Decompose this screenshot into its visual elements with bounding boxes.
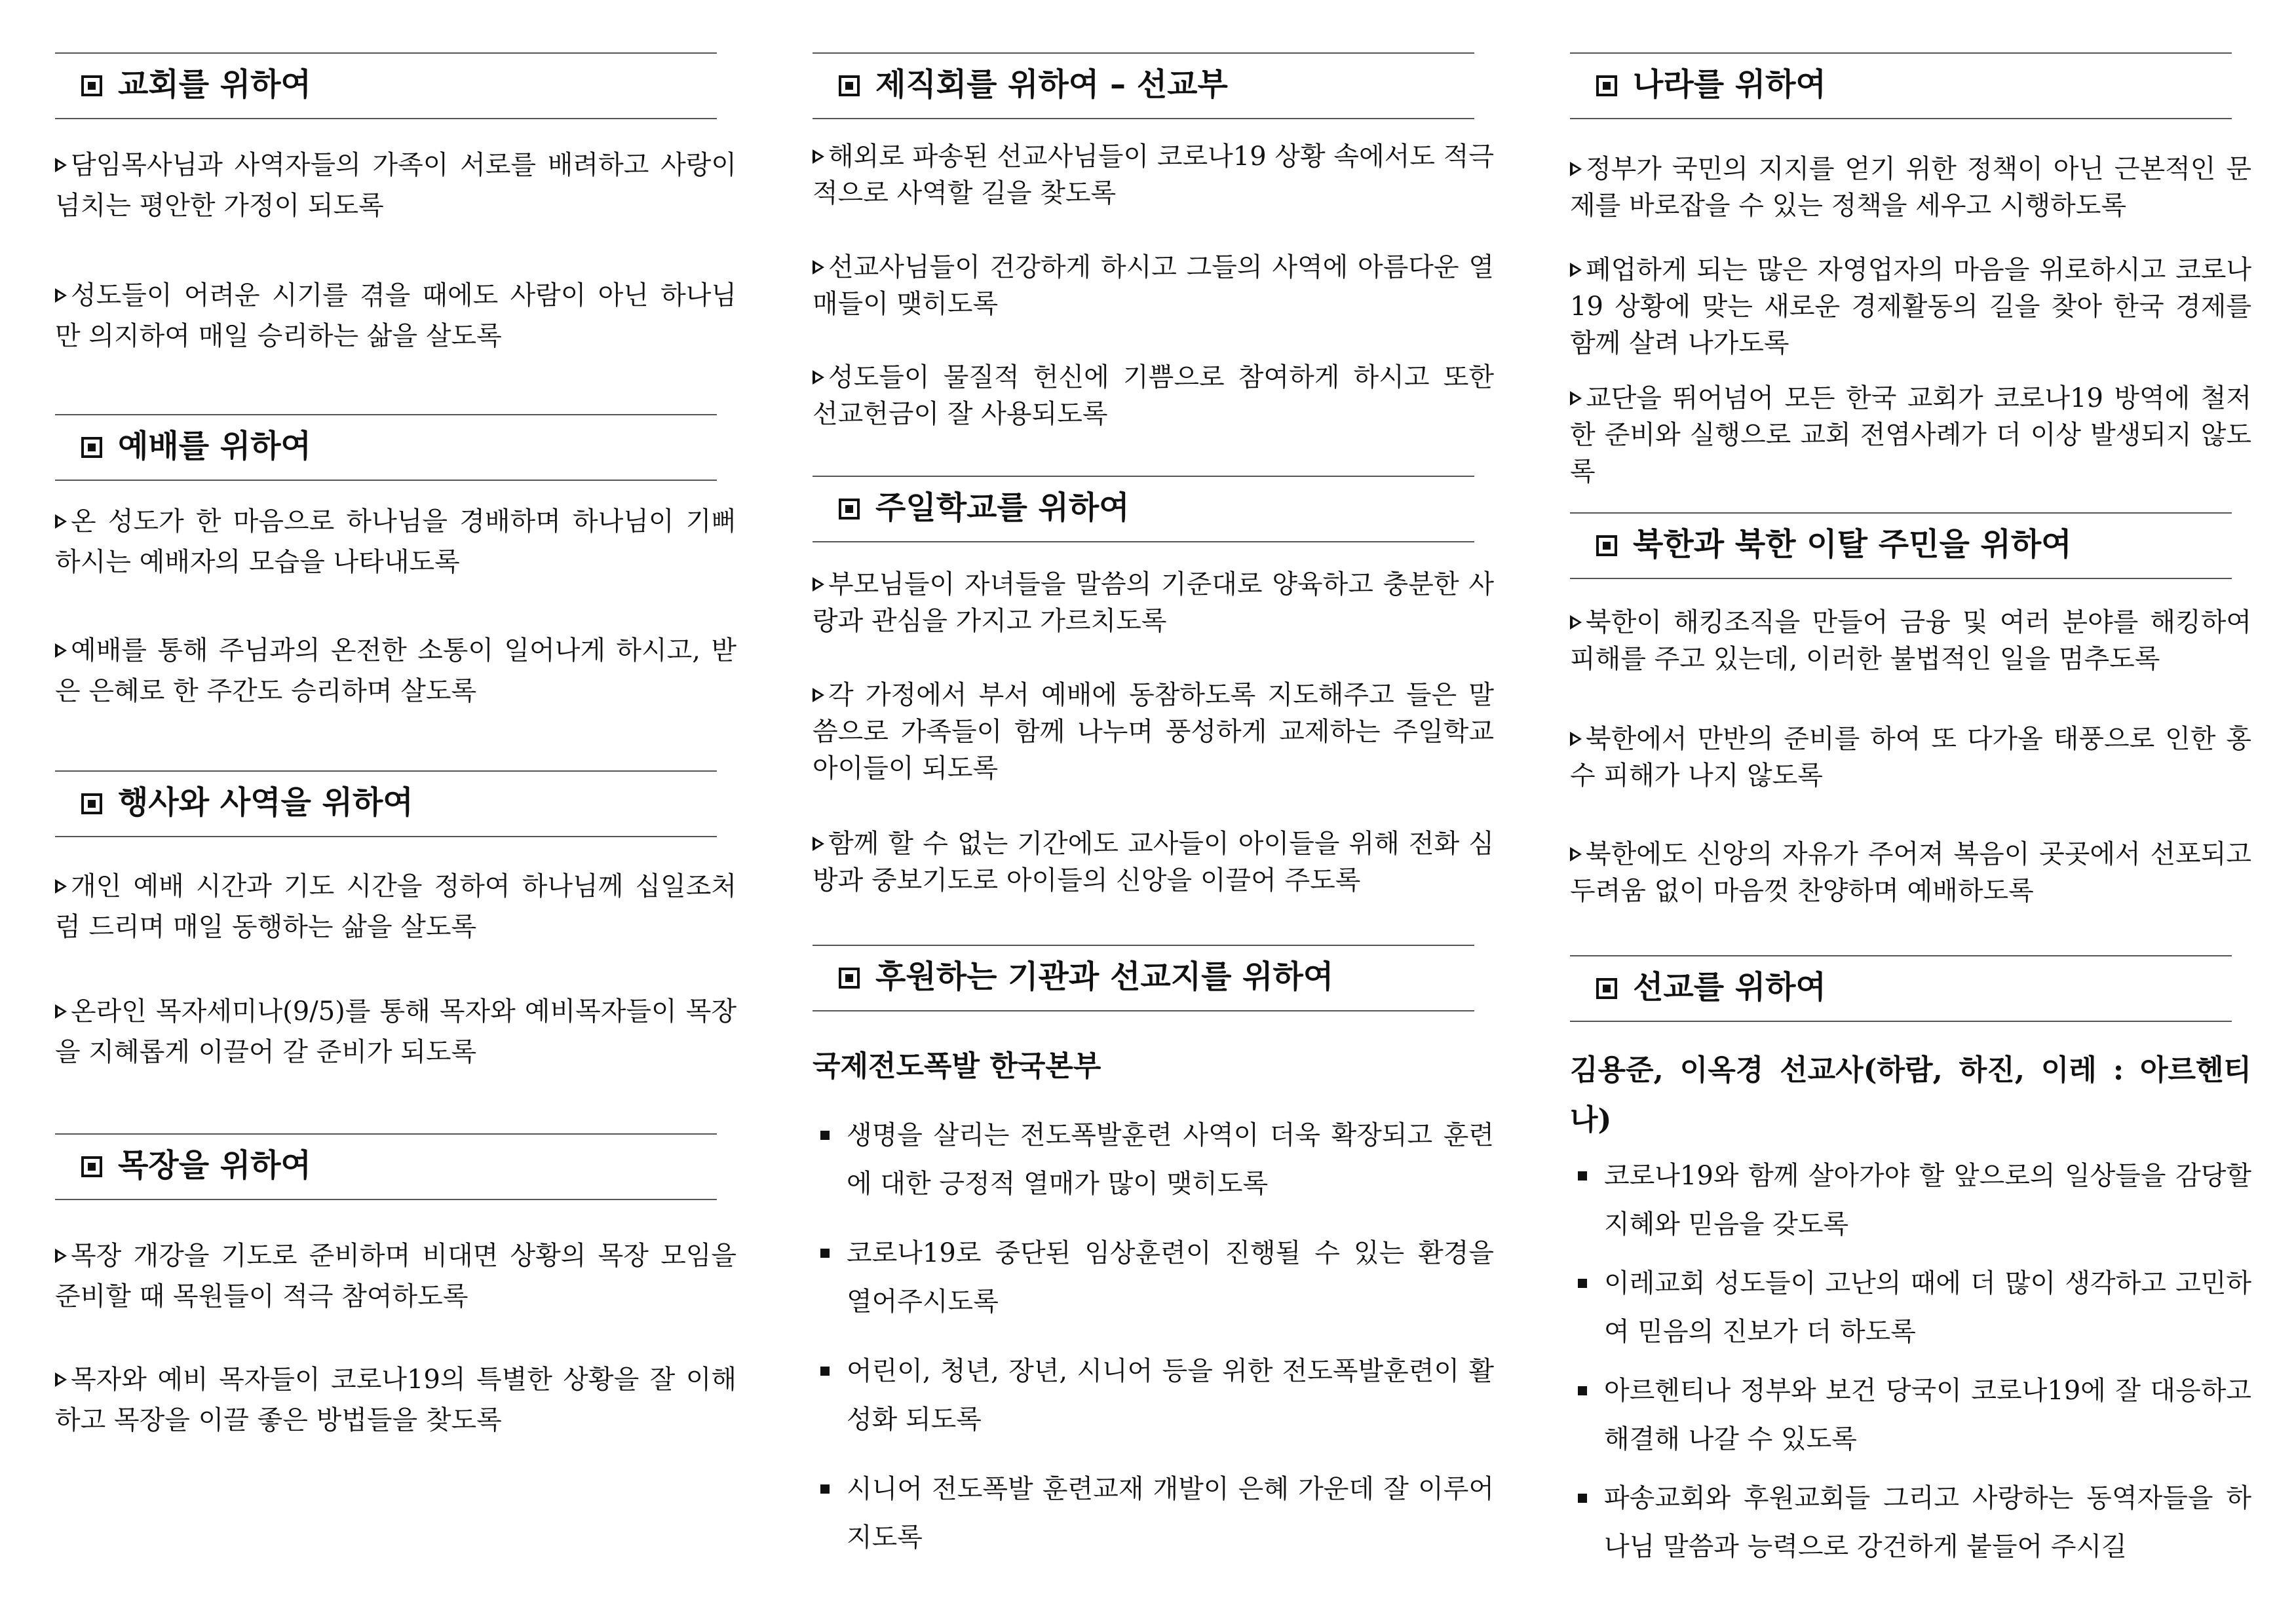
section-header-sunday-school bbox=[813, 476, 1474, 542]
section-title: 목장을 위하여 bbox=[118, 1147, 311, 1184]
square-bullet-icon bbox=[820, 1484, 830, 1494]
prayer-item: 부모님들이 자녀들을 말씀의 기준대로 양육하고 충분한 사랑과 관심을 가지고 가르치도록 bbox=[813, 569, 1494, 636]
square-bullet-icon bbox=[81, 793, 102, 814]
triangle-bullet-icon bbox=[813, 370, 824, 385]
triangle-bullet-icon bbox=[813, 260, 824, 274]
section-header-cell-group bbox=[55, 1133, 717, 1200]
triangle-bullet-icon bbox=[55, 879, 67, 894]
triangle-bullet-icon bbox=[1570, 732, 1582, 746]
bullet-item: 코로나19로 중단된 임상훈련이 진행될 수 있는 환경을 열어주시도록 bbox=[813, 1229, 1494, 1326]
section-title: 교회를 위하여 bbox=[118, 66, 311, 103]
prayer-item: 북한이 해킹조직을 만들어 금융 및 여러 분야를 해킹하여 피해를 주고 있는데, 이러한 불법적인 일을 멈추도록 bbox=[1570, 607, 2251, 674]
square-bullet-icon bbox=[839, 968, 860, 989]
section-title: 주일학교를 위하여 bbox=[875, 489, 1130, 526]
square-bullet-icon bbox=[81, 437, 102, 458]
bullet-item: 아르헨티나 정부와 보건 당국이 코로나19에 잘 대응하고 해결해 나갈 수 있도록 bbox=[1570, 1367, 2251, 1463]
section-title: 후원하는 기관과 선교지를 위하여 bbox=[875, 958, 1334, 995]
section-header-worship bbox=[55, 414, 717, 481]
prayer-item: 예배를 통해 주님과의 온전한 소통이 일어나게 하시고, 받은 은혜로 한 주간도 승리하며 살도록 bbox=[55, 635, 737, 706]
prayer-item: 담임목사님과 사역자들의 가족이 서로를 배려하고 사랑이 넘치는 평안한 가정이 되도록 bbox=[55, 150, 737, 221]
triangle-bullet-icon bbox=[1570, 615, 1582, 630]
triangle-bullet-icon bbox=[813, 688, 824, 702]
square-bullet-icon bbox=[1578, 1494, 1587, 1503]
prayer-item: 목장 개강을 기도로 준비하며 비대면 상황의 목장 모임을 준비할 때 목원들이 적극 참여하도록 bbox=[55, 1241, 737, 1312]
prayer-item: 개인 예배 시간과 기도 시간을 정하여 하나님께 십일조처럼 드리며 매일 동행하는 삶을 살도록 bbox=[55, 871, 737, 942]
triangle-bullet-icon bbox=[1570, 263, 1582, 277]
prayer-item: 각 가정에서 부서 예배에 동참하도록 지도해주고 들은 말씀으로 가족들이 함께 나누며 풍성하게 교제하는 주일학교 아이들이 되도록 bbox=[813, 680, 1494, 784]
prayer-item: 정부가 국민의 지지를 얻기 위한 정책이 아닌 근본적인 문제를 바로잡을 수 있는 정책을 세우고 시행하도록 bbox=[1570, 154, 2251, 221]
prayer-item: 폐업하게 되는 많은 자영업자의 마음을 위로하시고 코로나19 상황에 맞는 새로운 경제활동의 길을 찾아 한국 경제를 함께 살려 나가도록 bbox=[1570, 255, 2251, 358]
triangle-bullet-icon bbox=[55, 288, 67, 303]
section-title: 제직회를 위하여 – 선교부 bbox=[875, 66, 1228, 103]
square-bullet-icon bbox=[1596, 535, 1617, 556]
section-header-events bbox=[55, 770, 717, 837]
section-title: 나라를 위하여 bbox=[1633, 66, 1826, 103]
triangle-bullet-icon bbox=[813, 577, 824, 592]
bullet-item: 파송교회와 후원교회들 그리고 사랑하는 동역자들을 하나님 말씀과 능력으로 강건하게 붙들어 주시길 bbox=[1570, 1474, 2251, 1571]
bullet-item: 어린이, 청년, 장년, 시니어 등을 위한 전도폭발훈련이 활성화 되도록 bbox=[813, 1347, 1494, 1444]
section-title: 행사와 사역을 위하여 bbox=[118, 784, 413, 821]
organization-name: 국제전도폭발 한국본부 bbox=[813, 1049, 1101, 1083]
prayer-item: 성도들이 어려운 시기를 겪을 때에도 사람이 아닌 하나님만 의지하여 매일 승리하는 삶을 살도록 bbox=[55, 280, 737, 351]
bullet-item: 이레교회 성도들이 고난의 때에 더 많이 생각하고 고민하여 믿음의 진보가 더 하도록 bbox=[1570, 1259, 2251, 1356]
bullet-item: 코로나19와 함께 살아가야 할 앞으로의 일상들을 감당할 지혜와 믿음을 갖도록 bbox=[1570, 1152, 2251, 1249]
section-header-nation bbox=[1570, 52, 2232, 119]
prayer-item: 함께 할 수 없는 기간에도 교사들이 아이들을 위해 전화 심방과 중보기도로 아이들의 신앙을 이끌어 주도록 bbox=[813, 829, 1494, 896]
section-header-north-korea bbox=[1570, 512, 2232, 579]
prayer-item: 선교사님들이 건강하게 하시고 그들의 사역에 아름다운 열매들이 맺히도록 bbox=[813, 252, 1494, 319]
missionary-name: 김용준, 이옥경 선교사(하람, 하진, 이레 : 아르헨티나) bbox=[1570, 1053, 2251, 1137]
section-header-deacons-mission bbox=[813, 52, 1474, 119]
square-bullet-icon bbox=[81, 1156, 102, 1177]
section-header-church bbox=[55, 52, 717, 119]
triangle-bullet-icon bbox=[55, 643, 67, 658]
section-header-supported-organizations bbox=[813, 945, 1474, 1011]
prayer-item: 교단을 뛰어넘어 모든 한국 교회가 코로나19 방역에 철저한 준비와 실행으로 교회 전염사례가 더 이상 발생되지 않도록 bbox=[1570, 383, 2251, 487]
triangle-bullet-icon bbox=[55, 1372, 67, 1387]
section-title: 선교를 위하여 bbox=[1633, 969, 1826, 1006]
bullet-item: 시니어 전도폭발 훈련교재 개발이 은혜 가운데 잘 이루어지도록 bbox=[813, 1465, 1494, 1562]
prayer-item: 온 성도가 한 마음으로 하나님을 경배하며 하나님이 기뻐하시는 예배자의 모습을 나타내도록 bbox=[55, 506, 737, 577]
triangle-bullet-icon bbox=[55, 1004, 67, 1019]
square-bullet-icon bbox=[820, 1131, 830, 1140]
triangle-bullet-icon bbox=[55, 514, 67, 529]
triangle-bullet-icon bbox=[1570, 162, 1582, 176]
bullet-item: 생명을 살리는 전도폭발훈련 사역이 더욱 확장되고 훈련에 대한 긍정적 열매가 많이 맺히도록 bbox=[813, 1111, 1494, 1208]
section-title: 북한과 북한 이탈 주민을 위하여 bbox=[1633, 526, 2072, 563]
triangle-bullet-icon bbox=[813, 149, 824, 164]
prayer-item: 북한에도 신앙의 자유가 주어져 복음이 곳곳에서 선포되고 두려움 없이 마음껏 찬양하며 예배하도록 bbox=[1570, 839, 2251, 906]
prayer-item: 성도들이 물질적 헌신에 기쁨으로 참여하게 하시고 또한 선교헌금이 잘 사용되도록 bbox=[813, 362, 1494, 429]
square-bullet-icon bbox=[1578, 1279, 1587, 1288]
square-bullet-icon bbox=[1578, 1171, 1587, 1180]
prayer-item: 온라인 목자세미나(9/5)를 통해 목자와 예비목자들이 목장을 지혜롭게 이끌어 갈 준비가 되도록 bbox=[55, 996, 737, 1067]
square-bullet-icon bbox=[839, 499, 860, 519]
square-bullet-icon bbox=[839, 75, 860, 96]
square-bullet-icon bbox=[820, 1249, 830, 1258]
triangle-bullet-icon bbox=[813, 837, 824, 851]
section-title: 예배를 위하여 bbox=[118, 428, 311, 464]
prayer-item: 북한에서 만반의 준비를 하여 또 다가올 태풍으로 인한 홍수 피해가 나지 않도록 bbox=[1570, 724, 2251, 791]
triangle-bullet-icon bbox=[1570, 847, 1582, 861]
square-bullet-icon bbox=[1578, 1386, 1587, 1395]
prayer-item: 목자와 예비 목자들이 코로나19의 특별한 상황을 잘 이해하고 목장을 이끌 좋은 방법들을 찾도록 bbox=[55, 1365, 737, 1435]
square-bullet-icon bbox=[1596, 75, 1617, 96]
prayer-item: 해외로 파송된 선교사님들이 코로나19 상황 속에서도 적극적으로 사역할 길을 찾도록 bbox=[813, 142, 1494, 208]
triangle-bullet-icon bbox=[55, 1249, 67, 1263]
square-bullet-icon bbox=[81, 75, 102, 96]
square-bullet-icon bbox=[820, 1367, 830, 1376]
square-bullet-icon bbox=[1596, 978, 1617, 999]
triangle-bullet-icon bbox=[55, 158, 67, 172]
triangle-bullet-icon bbox=[1570, 391, 1582, 406]
section-header-mission bbox=[1570, 955, 2232, 1022]
